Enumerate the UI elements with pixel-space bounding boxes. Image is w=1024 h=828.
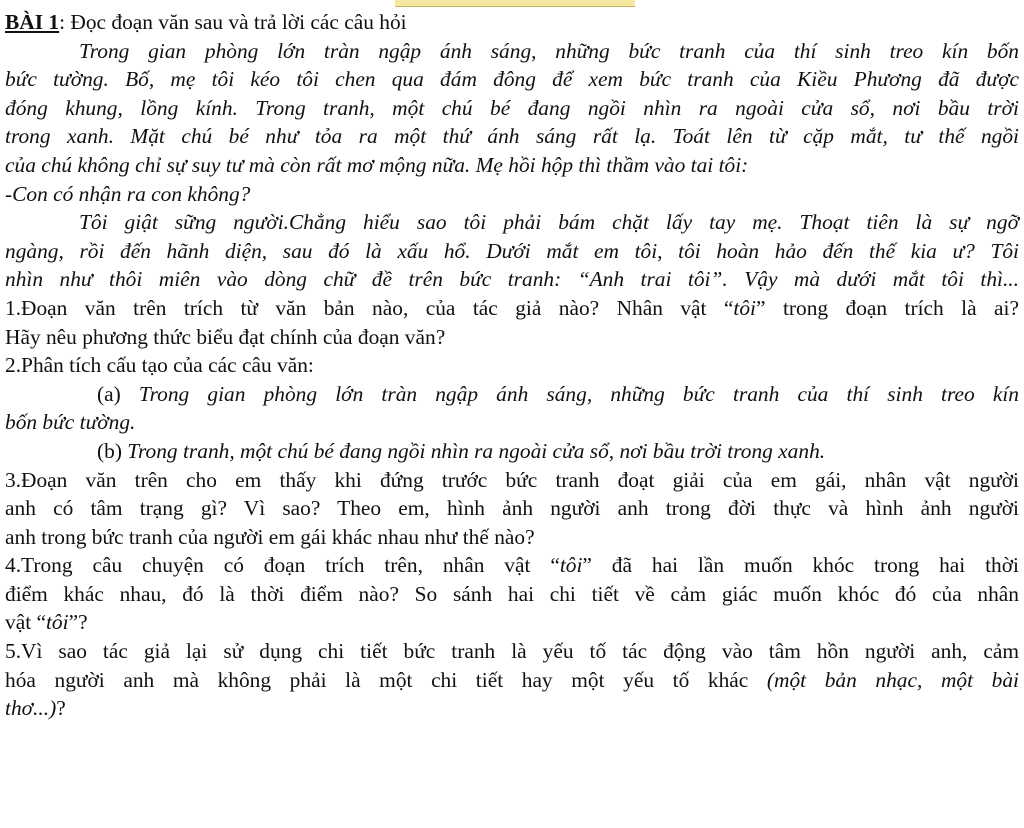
question-5-continued	[5, 666, 1019, 695]
question-text: ”?	[68, 610, 88, 635]
question-3-continued: anh trong bức tranh của người em gái khác nhau như thế nào?	[5, 524, 535, 549]
question-3-continued: anh có tâm trạng gì? Vì sao? Theo em, hình ảnh người anh trong đời thực và hình ảnh người	[5, 496, 1019, 521]
passage-line: của chú không chỉ sự suy tư mà còn rất mơ mộng nữa. Mẹ hồi hộp thì thầm vào tai tôi:	[5, 152, 749, 177]
exercise-label: BÀI 1	[5, 10, 60, 34]
exercise-instruction: : Đọc đoạn văn sau và trả lời các câu hỏi	[59, 10, 407, 34]
question-text: ?	[56, 696, 66, 721]
question-4-continued: điểm khác nhau, đó là thời điểm nào? So sánh hai chi tiết về cảm giác muốn khóc đó của nhân	[5, 581, 1019, 606]
question-text: ” đã hai lần muốn khóc trong hai thời	[582, 553, 1019, 578]
question-emphasis: thơ...)	[5, 696, 57, 721]
sub-item-label: (a)	[97, 381, 139, 406]
question-text: 1.Đoạn văn trên trích từ văn bản nào, của tác giả nào? Nhân vật “	[5, 295, 734, 320]
passage-line: bức tường. Bố, mẹ tôi kéo tôi chen qua đám đông để xem bức tranh của Kiều Phương đã được	[5, 67, 1019, 92]
reading-passage	[5, 37, 1019, 294]
question-1	[5, 294, 1019, 323]
sub-item-text: Trong gian phòng lớn tràn ngập ánh sáng, những bức tranh của thí sinh treo kín	[138, 381, 1020, 406]
question-emphasis: (một bản nhạc, một bài	[766, 667, 1019, 692]
passage-line: đóng khung, lồng kính. Trong tranh, một chú bé đang ngồi nhìn ra ngoài cửa sổ, nơi bầu trời	[5, 95, 1019, 120]
question-4-continued	[5, 608, 1019, 637]
question-5-continued	[5, 694, 1019, 723]
question-2: 2.Phân tích cấu tạo của các câu văn:	[5, 353, 314, 378]
question-text: hóa người anh mà không phải là một chi tiết hay một yếu tố khác	[5, 667, 767, 692]
question-emphasis: tôi	[559, 553, 583, 578]
question-text: ” trong đoạn trích là ai?	[756, 295, 1019, 320]
question-list	[5, 294, 1019, 723]
exercise-heading	[5, 8, 1019, 37]
question-1-continued: Hãy nêu phương thức biểu đạt chính của đoạn văn?	[5, 324, 446, 349]
question-5: 5.Vì sao tác giả lại sử dụng chi tiết bức tranh là yếu tố tác động vào tâm hồn người anh, cảm	[5, 639, 1019, 664]
sub-item-label: (b)	[97, 438, 128, 463]
question-emphasis: tôi	[733, 295, 757, 320]
passage-line: nhìn như thôi miên vào dòng chữ đề trên bức tranh: “Anh trai tôi”. Vậy mà dưới mắt tôi thì...	[5, 267, 1019, 292]
question-emphasis: tôi	[45, 610, 69, 635]
question-text: vật “	[5, 610, 46, 635]
passage-line: ngàng, rồi đến hãnh diện, sau đó là xấu hổ. Dưới mắt em tôi, tôi hoàn hảo đến thế kia ư? Tôi	[5, 238, 1019, 263]
passage-line: -Con có nhận ra con không?	[5, 181, 251, 206]
question-2b	[5, 437, 1019, 466]
question-4	[5, 551, 1019, 580]
question-2a	[5, 380, 1019, 409]
exercise-document	[5, 8, 1019, 723]
question-text: 4.Trong câu chuyện có đoạn trích trên, nhân vật “	[5, 553, 560, 578]
top-banner-strip	[395, 0, 635, 7]
passage-line: trong xanh. Mặt chú bé như tỏa ra một thứ ánh sáng rất lạ. Toát lên từ cặp mắt, tư thế ngồi	[5, 124, 1019, 149]
passage-line: Trong gian phòng lớn tràn ngập ánh sáng, những bức tranh của thí sinh treo kín bốn	[79, 38, 1019, 63]
sub-item-text: Trong tranh, một chú bé đang ngồi nhìn ra ngoài cửa sổ, nơi bầu trời trong xanh.	[127, 438, 826, 463]
passage-line: Tôi giật sững người.Chẳng hiểu sao tôi phải bám chặt lấy tay mẹ. Thoạt tiên là sự ngỡ	[79, 210, 1019, 235]
question-3: 3.Đoạn văn trên cho em thấy khi đứng trước bức tranh đoạt giải của em gái, nhân vật người	[5, 467, 1019, 492]
question-2a-continued: bốn bức tường.	[5, 410, 136, 435]
